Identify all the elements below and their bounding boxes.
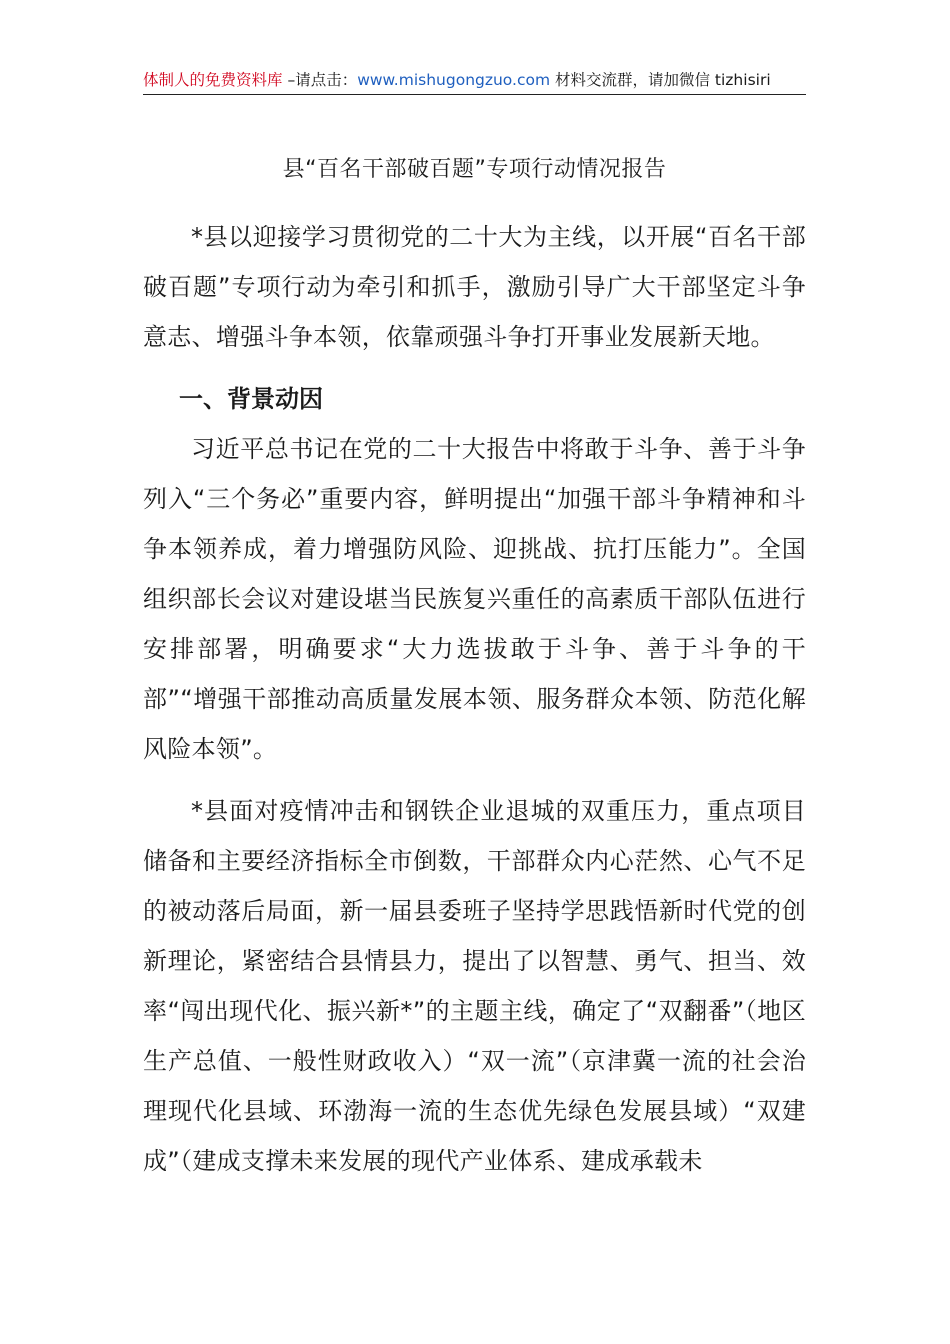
header-link[interactable]: www.mishugongzuo.com <box>357 71 551 89</box>
header-divider <box>143 94 806 95</box>
document-body <box>143 212 806 1186</box>
page-header <box>143 66 806 94</box>
intro-paragraph: *县以迎接学习贯彻党的二十大为主线，以开展“百名干部破百题”专项行动为牵引和抓手，激励引导广大干部坚定斗争意志、增强斗争本领，依靠顽强斗争打开事业发展新天地。 <box>143 223 806 351</box>
body-paragraph: 习近平总书记在党的二十大报告中将敢于斗争、善于斗争列入“三个务必”重要内容，鲜明提出“加强干部斗争精神和斗争本领养成，着力增强防风险、迎挑战、抗打压能力”。全国组织部长会议对建设堪当民族复兴重任的高素质干部队伍进行安排部署，明确要求“大力选拔敢于斗争、善于斗争的干部”“增强干部推动高质量发展本领、服务群众本领、防范化解风险本领”。 <box>143 435 806 763</box>
section-heading: 一、背景动因 <box>179 385 323 413</box>
header-contact: 材料交流群，请加微信 tizhisiri <box>550 71 771 89</box>
document-title: 县“百名干部破百题”专项行动情况报告 <box>282 157 667 182</box>
header-prompt: –请点击： <box>282 71 358 89</box>
header-brand: 体制人的免费资料库 <box>143 71 283 89</box>
body-paragraph: *县面对疫情冲击和钢铁企业退城的双重压力，重点项目储备和主要经济指标全市倒数，干部群众内心茫然、心气不足的被动落后局面，新一届县委班子坚持学思践悟新时代党的创新理论，紧密结合县情县力，提出了以智慧、勇气、担当、效率“闯出现代化、振兴新*”的主题主线，确定了“双翻番”（地区生产总值、一般性财政收入）“双一流”（京津冀一流的社会治理现代化县域、环渤海一流的生态优先绿色发展县域）“双建成”（建成支撑未来发展的现代产业体系、建成承载未 <box>143 797 806 1175</box>
